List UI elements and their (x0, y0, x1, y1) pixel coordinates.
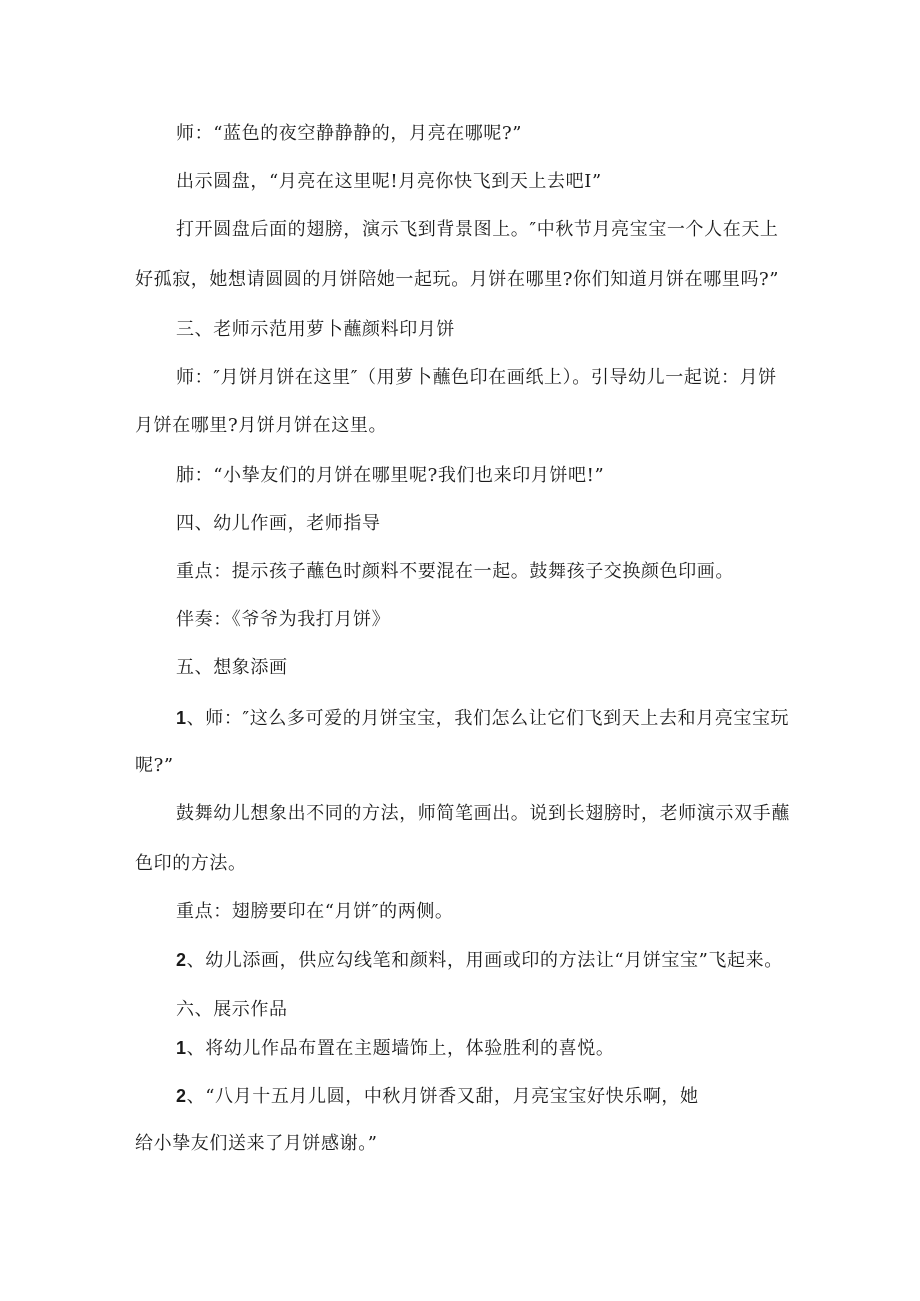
list-item-text: 、师：″这么多可爱的月饼宝宝，我们怎么让它们飞到天上去和月亮宝宝玩 (186, 708, 790, 729)
paragraph-imagination-line2: 色印的方法。 (135, 853, 247, 874)
paragraph-teacher-demo-line1: 师：″月饼月饼在这里″（用萝卜蘸色印在画纸上）。引导幼儿一起说：月饼 (176, 367, 777, 388)
list-item-5-2 (176, 948, 783, 973)
section-heading-3: 三、老师示范用萝卜蘸颜料印月饼 (176, 319, 455, 340)
list-number: 2 (176, 1086, 187, 1106)
list-item-text: 、将幼儿作品布置在主题墙饰上，体验胜利的喜悦。 (186, 1038, 615, 1059)
list-item-5-1 (176, 706, 789, 731)
section-heading-4: 四、幼儿作画，老师指导 (176, 513, 381, 534)
list-item-6-1 (176, 1036, 614, 1061)
paragraph-show-disc: 出示圆盘，“月亮在这里呢!月亮你快飞到天上去吧I” (176, 171, 602, 192)
list-number: 1 (176, 1038, 187, 1058)
list-item-5-1-continued: 呢?” (135, 755, 174, 776)
list-number: 2 (176, 950, 187, 970)
paragraph-imagination-line1: 鼓舞幼儿想象出不同的方法，师简笔画出。说到长翅膀时，老师演示双手蘸 (176, 803, 790, 824)
paragraph-key-point-wings: 重点：翅膀要印在“月饼″的两侧。 (176, 901, 454, 922)
paragraph-open-wings-line1: 打开圆盘后面的翅膀，演示飞到背景图上。″中秋节月亮宝宝一个人在天上 (176, 219, 779, 240)
paragraph-open-wings-line2: 好孤寂，她想请圆圆的月饼陪她一起玩。月饼在哪里?你们知道月饼在哪里吗?” (135, 269, 780, 290)
list-number: 1 (176, 708, 187, 728)
list-item-text: 、“八月十五月儿圆，中秋月饼香又甜，月亮宝宝好快乐啊，她 (186, 1086, 699, 1107)
list-item-6-2 (176, 1084, 699, 1109)
list-item-text: 、幼儿添画，供应勾线笔和颜料，用画或印的方法让“月饼宝宝”飞起来。 (186, 950, 783, 971)
section-heading-6: 六、展示作品 (176, 999, 288, 1020)
list-item-6-2-continued: 给小挚友们送来了月饼感谢。” (135, 1133, 378, 1154)
paragraph-accompaniment: 伴奏：《爷爷为我打月饼》 (176, 609, 391, 630)
section-heading-5: 五、想象添画 (176, 657, 288, 678)
paragraph-teacher-demo-line2: 月饼在哪里?月饼月饼在这里。 (135, 415, 388, 436)
paragraph-friends-mooncake: 肺：“小挚友们的月饼在哪里呢?我们也来印月饼吧!” (176, 465, 605, 486)
paragraph-teacher-question: 师：“蓝色的夜空静静静的，月亮在哪呢?” (176, 123, 523, 144)
paragraph-key-point-colors: 重点：提示孩子蘸色时颜料不要混在一起。鼓舞孩子交换颜色印画。 (176, 561, 734, 582)
